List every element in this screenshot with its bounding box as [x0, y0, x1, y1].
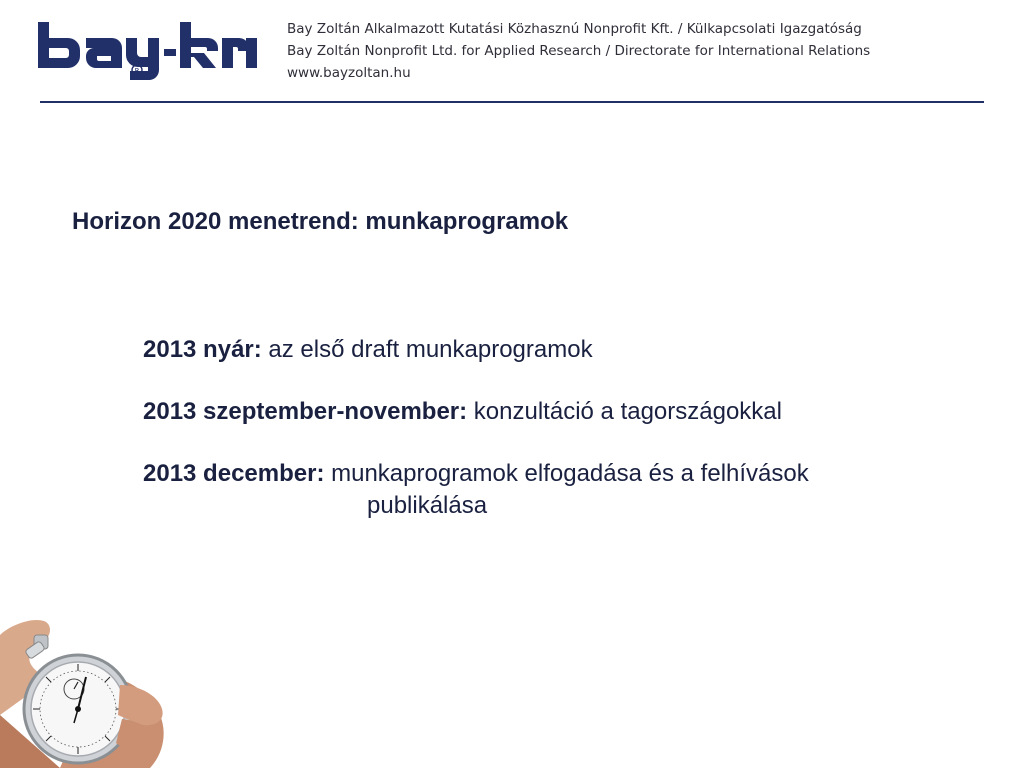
item-text: munkaprogramok elfogadása és a felhívások: [324, 460, 809, 487]
list-item: [143, 396, 809, 428]
list-item: [143, 334, 809, 366]
stopwatch-in-hand-icon: [0, 605, 175, 768]
item-text-continued: publikálása: [367, 492, 488, 519]
slide-title: Horizon 2020 menetrend: munkaprogramok: [72, 208, 569, 235]
organization-name-en: Bay Zoltán Nonprofit Ltd. for Applied Research / Directorate for International Relations: [287, 43, 871, 59]
item-date: 2013 szeptember-november:: [143, 398, 468, 425]
organization-info: [287, 18, 870, 84]
item-text: az első draft munkaprogramok: [261, 336, 593, 363]
item-date: 2013 december:: [143, 460, 325, 487]
website-link[interactable]: www.bayzoltan.hu: [287, 65, 411, 81]
company-logo: [38, 18, 258, 80]
header-divider: [40, 101, 984, 103]
list-item: [143, 458, 809, 522]
svg-text:R: R: [134, 67, 140, 75]
organization-name-hu: Bay Zoltán Alkalmazott Kutatási Közhasznú Nonprofit Kft. / Külkapcsolati Igazgatóság: [287, 21, 862, 37]
item-date: 2013 nyár:: [143, 336, 262, 363]
item-text: konzultáció a tagországokkal: [467, 398, 782, 425]
timeline-list: [143, 334, 809, 552]
